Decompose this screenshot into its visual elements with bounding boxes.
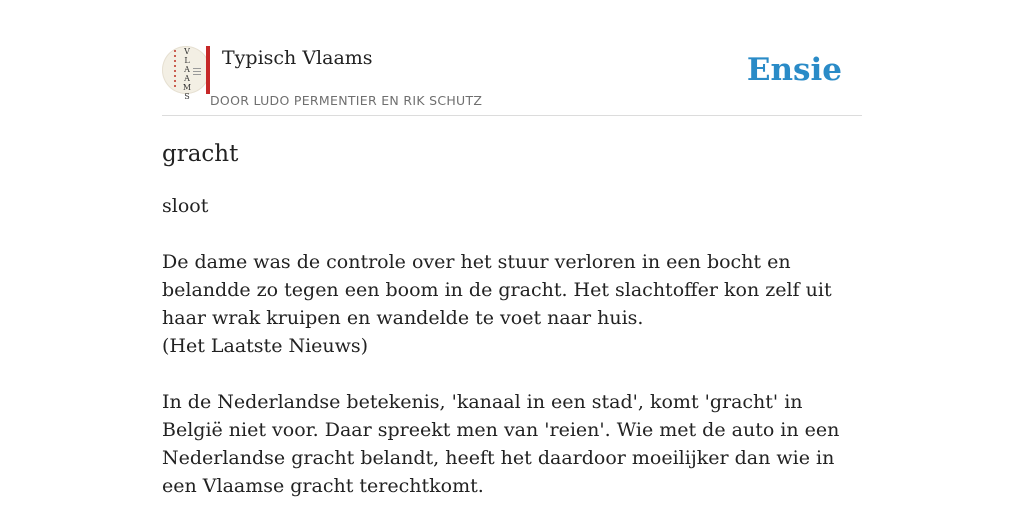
cover-fine-print: [193, 68, 201, 76]
example-text: De dame was de controle over het stuur verloren in een bocht en belandde zo tegen een boom in de gracht. Het slachtoffer kon zelf uit haar wrak kruipen en wandelde te voet naar huis.: [162, 251, 832, 329]
cover-lettering: V L A A M S: [182, 47, 192, 101]
book-cover-image[interactable]: [162, 46, 210, 101]
example-block: [162, 248, 862, 360]
short-definition: sloot: [162, 195, 209, 217]
page: [162, 0, 862, 512]
entry-definition: [162, 192, 862, 528]
header: [162, 0, 862, 116]
example-source: (Het Laatste Nieuws): [162, 335, 369, 357]
book-title-link[interactable]: Typisch Vlaams: [222, 47, 373, 69]
book-authors: DOOR LUDO PERMENTIER EN RIK SCHUTZ: [210, 93, 483, 108]
cover-spine: [206, 46, 210, 94]
entry-term: gracht: [162, 141, 239, 167]
usage-note: In de Nederlandse betekenis, 'kanaal in een stad', komt 'gracht' in België niet voor. Daar spreekt men van 'reien'. Wie met de auto in een Nederlandse gracht belandt, heeft het daardoor moeilijker dan wie in een Vlaamse gracht terechtkomt.: [162, 391, 840, 497]
ensie-logo-link[interactable]: Ensie: [746, 52, 842, 88]
cover-decoration: [174, 50, 176, 88]
